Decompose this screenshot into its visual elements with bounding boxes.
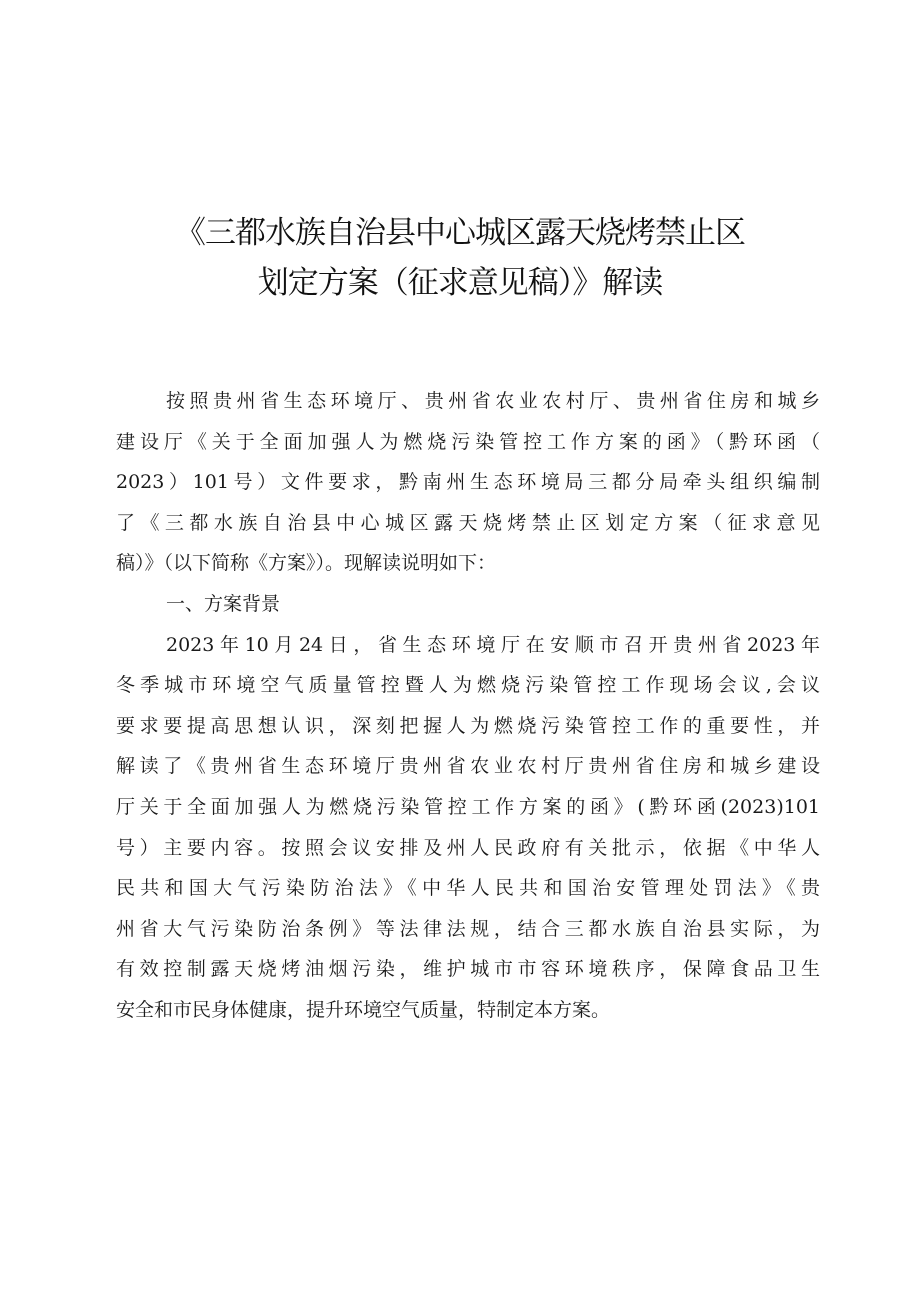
paragraph-line: 了《三都水族自治县中心城区露天烧烤禁止区划定方案（征求意见 xyxy=(116,511,820,534)
document-body xyxy=(116,381,820,1031)
paragraph-line: 2023）101号）文件要求，黔南州生态环境局三都分局牵头组织编制 xyxy=(116,471,820,494)
paragraph-line: 2023年10月24日，省生态环境厅在安顺市召开贵州省2023年 xyxy=(166,633,820,656)
document-title xyxy=(120,208,800,308)
paragraph-line: 民共和国大气污染防治法》《中华人民共和国治安管理处罚法》《贵 xyxy=(116,877,820,900)
section-heading: 一、方案背景 xyxy=(166,592,281,615)
paragraph-line: 有效控制露天烧烤油烟污染，维护城市市容环境秩序，保障食品卫生 xyxy=(116,958,820,981)
paragraph-line: 按照贵州省生态环境厅、贵州省农业农村厅、贵州省住房和城乡 xyxy=(166,390,820,412)
title-line-2: 划定方案（征求意见稿）》解读 xyxy=(257,265,663,301)
paragraph-line: 冬季城市环境空气质量管控暨人为燃烧污染管控工作现场会议,会议 xyxy=(116,674,820,697)
paragraph-line: 解读了《贵州省生态环境厅贵州省农业农村厅贵州省住房和城乡建设 xyxy=(116,755,820,778)
paragraph-line: 厅关于全面加强人为燃烧污染管控工作方案的函》(黔环函(2023)101 xyxy=(116,795,820,818)
section-heading-background xyxy=(116,584,820,625)
paragraph-line: 安全和市民身体健康，提升环境空气质量，特制定本方案。 xyxy=(116,998,611,1021)
paragraph-line: 要求要提高思想认识，深刻把握人为燃烧污染管控工作的重要性，并 xyxy=(116,714,820,737)
paragraph-line: 建设厅《关于全面加强人为燃烧污染管控工作方案的函》（黔环函（ xyxy=(116,430,820,453)
paragraph-background xyxy=(116,625,820,1031)
paragraph-line: 稿）》（以下简称《方案》）。现解读说明如下： xyxy=(116,552,497,575)
paragraph-line: 号）主要内容。按照会议安排及州人民政府有关批示，依据《中华人 xyxy=(116,836,820,859)
paragraph-line: 州省大气污染防治条例》等法律法规，结合三都水族自治县实际，为 xyxy=(116,917,820,940)
title-line-1: 《三都水族自治县中心城区露天烧烤禁止区 xyxy=(175,215,745,251)
paragraph-intro xyxy=(116,381,820,584)
